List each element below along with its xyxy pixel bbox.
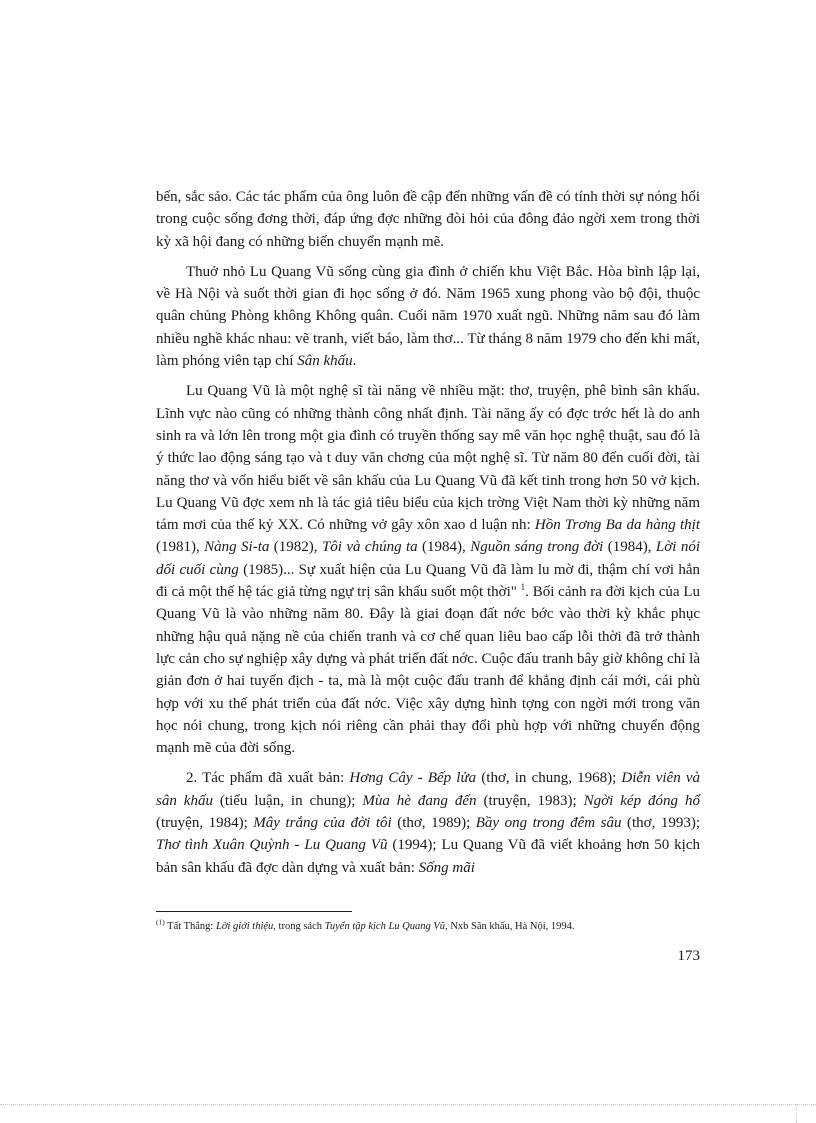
footnote-reference[interactable]: 1 — [520, 582, 526, 593]
body-text — [156, 186, 700, 887]
footnote-title: Lời giới thiệu — [215, 921, 274, 932]
work-title: Nguồn sáng trong đời — [470, 539, 604, 556]
work-title: Mây trắng của đời tôi — [253, 815, 392, 832]
paragraph-2: Thuở nhỏ Lu Quang Vũ sống cùng gia đình ở chiến khu Việt Bắc. Hòa bình lập lại, về Hà Nội và suốt thời gian đi học sống ở đó. Năm 1965 xung phong vào bộ đội, thuộc quân chủng Phòng không Không quân. Cuối năm 1970 xuất ngũ. Những năm sau đó làm nhiều nghề khác nhau: vẽ tranh, viết báo, làm thơ... Từ tháng 8 năm 1979 cho đến khi mất, làm phóng viên tạp chí Sân khấu. — [156, 263, 700, 370]
paragraph-1: bến, sắc sảo. Các tác phẩm của ông luôn đề cập đến những vấn đề có tính thời sự nóng hổi trong cuộc sống đơng thời, đáp ứng đợc những đòi hỏi của đông đảo ngời xem trong thời kỳ xã hội đang có những biến chuyển mạnh mẽ. — [156, 189, 700, 250]
magazine-title: Sân khấu — [297, 353, 353, 370]
paragraph-4: 2. Tác phẩm đã xuất bản: Hơng Cây - Bếp lửa (thơ, in chung, 1968); Diễn viên và sân khấu (tiểu luận, in chung); Mùa hè đang đến (truyện, 1983); Ngời kép đóng hổ (truyện, 1984); Mây trắng của đời tôi (thơ, 1989); Bầy ong trong đêm sâu (thơ, 1993); Thơ tình Xuân Quỳnh - Lu Quang Vũ (1994); Lu Quang Vũ đã viết khoảng hơn 50 kịch bản sân khấu đã đợc dàn dựng và xuất bản: Sống mãi — [156, 770, 701, 876]
footnote-book-title: Tuyển tập kịch Lu Quang Vũ — [324, 921, 446, 932]
page-right-dotted-rule — [796, 1104, 797, 1123]
work-title: Hơng Cây - Bếp lửa — [349, 770, 477, 787]
footnote-separator — [156, 911, 352, 912]
work-title: Lời nói dối cuối cùng — [156, 539, 700, 578]
page-bottom-dotted-rule — [0, 1104, 816, 1105]
work-title: Mùa hè đang đến — [362, 792, 477, 809]
paragraph-3: Lu Quang Vũ là một nghệ sĩ tài năng về nhiều mặt: thơ, truyện, phê bình sân khấu. Lĩnh vực nào cũng có những thành công nhất định. Tài năng ấy có đợc trớc hết là do anh sinh ra và lớn lên trong một gia đình có truyền thống say mê văn học nghệ thuật, sau đó là ý thức lao động sáng tạo và t duy văn chơng của một nghệ sĩ. Từ năm 80 đến cuối đời, tài năng thơ và vốn hiểu biết về sân khấu của Lu Quang Vũ đã kết tinh trong hơn 50 vở kịch. Lu Quang Vũ đợc xem nh là tác giả tiêu biểu của kịch trờng Việt Nam thời kỳ những năm tám mơi của thế kỷ XX. Có những vở gây xôn xao d luận nh: Hồn Trơng Ba da hàng thịt (1981), Nàng Si-ta (1982), Tôi và chúng ta (1984), Nguồn sáng trong đời (1984), Lời nói dối cuối cùng (1985)... Sự xuất hiện của Lu Quang Vũ đã làm lu mờ đi, thậm chí vơi hẳn đi cả một thế hệ tác giả từng ngự trị sân khấu suốt một thời" $^1$. Bối cảnh ra đời kịch của Lu Quang Vũ là vào những năm 80. Đây là giai đoạn đất nớc bớc vào thời kỳ khắc phục những hậu quả nặng nề của chiến tranh và cơ chế quan liêu bao cấp lỗi thời đã trở thành lực cản cho sự nghiệp xây dựng và phát triển đất nớc. Cuộc đấu tranh bây giờ không chỉ là giản đơn ở hai tuyến địch - ta, mà là một cuộc đấu tranh để khẳng định cái mới, cái phù hợp với xu thế phát triển của đất nớc. Việc xây dựng hình tợng con ngời mới trong văn học nói chung, trong kịch nói riêng cần phải thay đổi phù hợp với những chuyển động mạnh mẽ của đời sống. — [156, 383, 701, 757]
work-title: Hồn Trơng Ba da hàng thịt — [534, 517, 700, 534]
work-title: Thơ tình Xuân Quỳnh - Lu Quang Vũ — [156, 837, 388, 854]
work-title: Tôi và chúng ta — [321, 539, 418, 556]
work-title: Diễn viên và sân khấu — [156, 770, 700, 809]
work-title: Bầy ong trong đêm sâu — [475, 815, 622, 832]
page-number: 173 — [677, 948, 700, 964]
work-title: Sống mãi — [418, 859, 475, 876]
footnote: $^{(1)}$ Tất Thắng: Lời giới thiệu, trong sách Tuyển tập kịch Lu Quang Vũ, Nxb Sân khấu, Hà Nội, 1994. — [156, 917, 575, 932]
work-title: Nàng Si-ta — [204, 539, 270, 556]
work-title: Ngời kép đóng hổ — [583, 792, 701, 809]
footnote-marker: (1) — [156, 917, 165, 927]
